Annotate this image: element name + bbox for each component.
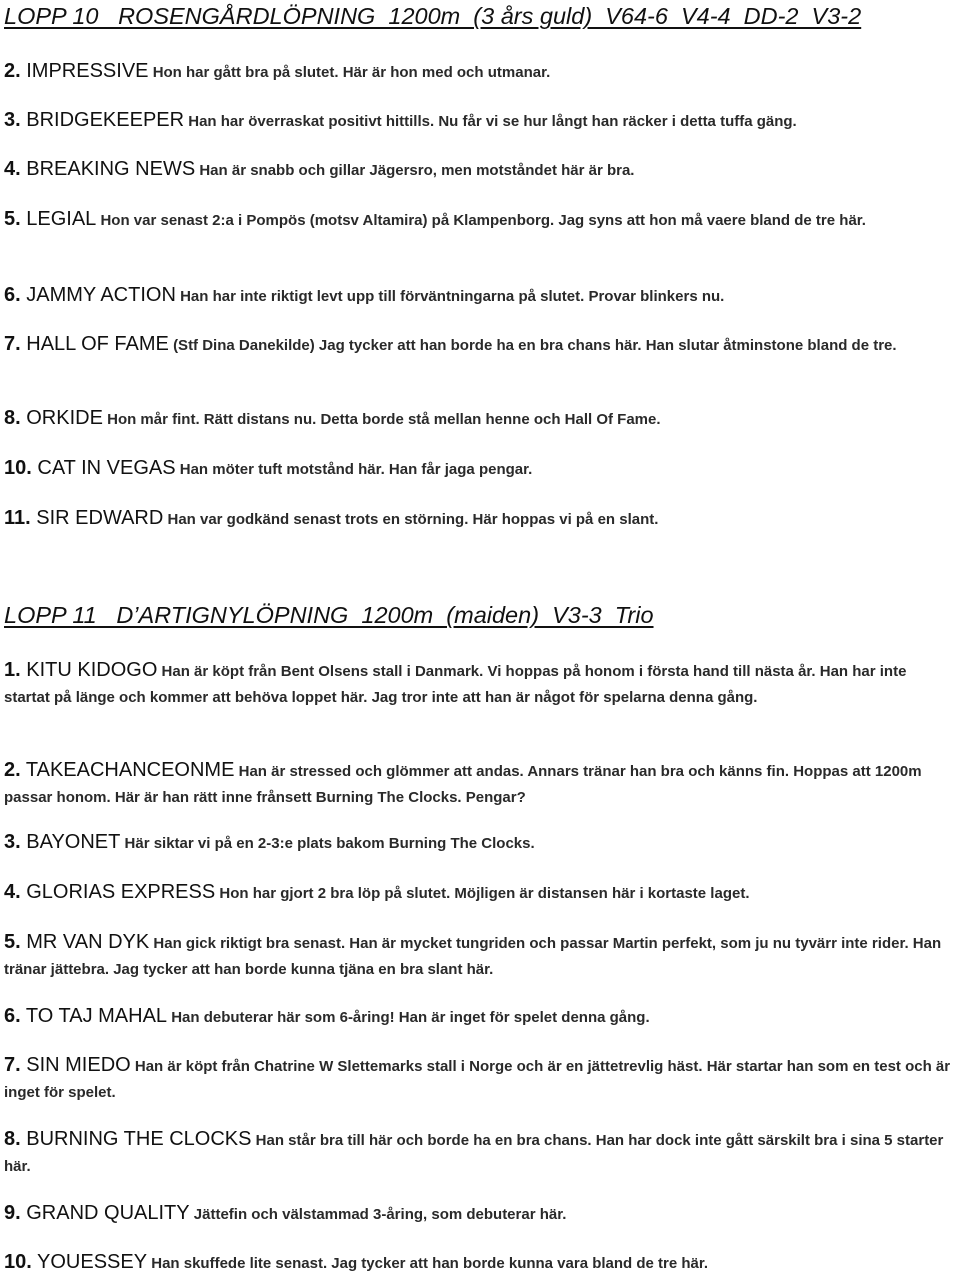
entry-comment: Han skuffede lite senast. Jag tycker att han borde kunna vara bland de tre här. xyxy=(151,1255,709,1272)
race-10-entry xyxy=(4,455,956,483)
race-10-entry xyxy=(4,505,956,533)
entry-number: 8. xyxy=(4,407,21,429)
race-11-entry xyxy=(4,879,956,907)
horse-name: MR VAN DYK xyxy=(26,931,150,953)
entry-number: 11. xyxy=(4,507,31,529)
entry-comment: Han möter tuft motstånd här. Han får jaga pengar. xyxy=(179,461,533,478)
entry-number: 3. xyxy=(4,109,21,131)
race-11-entry xyxy=(4,1052,956,1106)
race-10-entry xyxy=(4,156,956,184)
entry-number: 3. xyxy=(4,831,21,853)
race-10-entry xyxy=(4,405,956,433)
race-11-entry xyxy=(4,829,956,857)
entry-number: 6. xyxy=(4,284,21,306)
race-11-heading: LOPP 11 D’ARTIGNYLÖPNING 1200m (maiden) V3-3 Trio xyxy=(4,602,654,628)
horse-name: ORKIDE xyxy=(26,407,103,429)
entry-comment: Hon har gjort 2 bra löp på slutet. Möjligen är distansen här i kortaste laget. xyxy=(219,885,750,902)
race-11-entry xyxy=(4,1003,956,1031)
race-11-entry xyxy=(4,1126,956,1180)
horse-name: HALL OF FAME xyxy=(26,333,169,355)
entry-comment: Här siktar vi på en 2-3:e plats bakom Burning The Clocks. xyxy=(124,835,535,852)
entry-comment: Jättefin och välstammad 3-åring, som debuterar här. xyxy=(193,1206,567,1223)
race-10-entry xyxy=(4,282,956,310)
entry-number: 4. xyxy=(4,158,21,180)
entry-comment: Hon var senast 2:a i Pompös (motsv Altamira) på Klampenborg. Jag syns att hon må vaere bland de tre här. xyxy=(100,212,866,229)
horse-name: JAMMY ACTION xyxy=(26,284,176,306)
horse-name: KITU KIDOGO xyxy=(26,659,158,681)
entry-comment: Han är köpt från Bent Olsens stall i Danmark. Vi hoppas på honom i första hand till nästa år. Han har inte startat på länge och kommer att behöva loppet här. Jag tror inte att han är något för spelarna denna gång. xyxy=(4,663,907,706)
entry-comment: Han har inte riktigt levt upp till förväntningarna på slutet. Provar blinkers nu. xyxy=(180,288,725,305)
entry-comment: Han debuterar här som 6-åring! Han är inget för spelet denna gång. xyxy=(171,1009,650,1026)
horse-name: CAT IN VEGAS xyxy=(37,457,176,479)
entry-comment: Han är köpt från Chatrine W Slettemarks stall i Norge och är en jättetrevlig häst. Här startar han som en test och är inget för spelet. xyxy=(4,1058,951,1101)
entry-number: 10. xyxy=(4,1251,32,1273)
entry-number: 2. xyxy=(4,60,21,82)
race-11-entry xyxy=(4,757,956,811)
race-10-entry xyxy=(4,107,956,135)
horse-name: BURNING THE CLOCKS xyxy=(26,1128,252,1150)
entry-number: 5. xyxy=(4,931,21,953)
horse-name: BAYONET xyxy=(26,831,121,853)
entry-comment: Hon mår fint. Rätt distans nu. Detta borde stå mellan henne och Hall Of Fame. xyxy=(107,411,661,428)
horse-name: IMPRESSIVE xyxy=(26,60,149,82)
race-11-entry xyxy=(4,929,956,983)
entry-comment: Han är snabb och gillar Jägersro, men motståndet här är bra. xyxy=(199,162,635,179)
entry-comment: Han var godkänd senast trots en störning. Här hoppas vi på en slant. xyxy=(167,511,659,528)
entry-number: 2. xyxy=(4,759,21,781)
entry-number: 10. xyxy=(4,457,32,479)
race-11-entry xyxy=(4,1200,956,1228)
entry-comment: Hon har gått bra på slutet. Här är hon med och utmanar. xyxy=(152,64,551,81)
race-10-heading: LOPP 10 ROSENGÅRDLÖPNING 1200m (3 års guld) V64-6 V4-4 DD-2 V3-2 xyxy=(4,3,862,29)
race-10-entry xyxy=(4,58,956,86)
entry-number: 1. xyxy=(4,659,21,681)
entry-comment: Han gick riktigt bra senast. Han är mycket tungriden och passar Martin perfekt, som ju nu tyvärr inte rider. Han tränar jättebra. Jag tycker att han borde kunna tjäna en bra slant här. xyxy=(4,935,942,978)
entry-number: 7. xyxy=(4,333,21,355)
race-11-entry xyxy=(4,657,956,711)
horse-name: GRAND QUALITY xyxy=(26,1202,190,1224)
horse-name: TO TAJ MAHAL xyxy=(25,1005,168,1027)
race-11-entry xyxy=(4,1249,956,1277)
entry-number: 4. xyxy=(4,881,21,903)
entry-number: 6. xyxy=(4,1005,21,1027)
entry-comment: Han har överraskat positivt hittills. Nu får vi se hur långt han räcker i detta tuffa gäng. xyxy=(188,113,797,130)
horse-name: YOUESSEY xyxy=(37,1251,148,1273)
horse-name: SIN MIEDO xyxy=(26,1054,131,1076)
horse-name: TAKEACHANCEONME xyxy=(25,759,235,781)
entry-number: 8. xyxy=(4,1128,21,1150)
entry-comment: (Stf Dina Danekilde) Jag tycker att han borde ha en bra chans här. Han slutar åtminstone bland de tre. xyxy=(173,337,897,354)
horse-name: BREAKING NEWS xyxy=(26,158,196,180)
entry-comment: Han står bra till här och borde ha en bra chans. Han har dock inte gått särskilt bra i sina 5 starter här. xyxy=(4,1132,944,1175)
race-10-entry xyxy=(4,331,956,359)
race-10-entry xyxy=(4,206,956,234)
horse-name: LEGIAL xyxy=(26,208,97,230)
horse-name: BRIDGEKEEPER xyxy=(26,109,185,131)
entry-number: 9. xyxy=(4,1202,21,1224)
horse-name: SIR EDWARD xyxy=(36,507,164,529)
entry-comment: Han är stressed och glömmer att andas. Annars tränar han bra och känns fin. Hoppas att 1200m passar honom. Här är han rätt inne frånsett Burning The Clocks. Pengar? xyxy=(4,763,922,806)
entry-number: 7. xyxy=(4,1054,21,1076)
entry-number: 5. xyxy=(4,208,21,230)
horse-name: GLORIAS EXPRESS xyxy=(26,881,216,903)
